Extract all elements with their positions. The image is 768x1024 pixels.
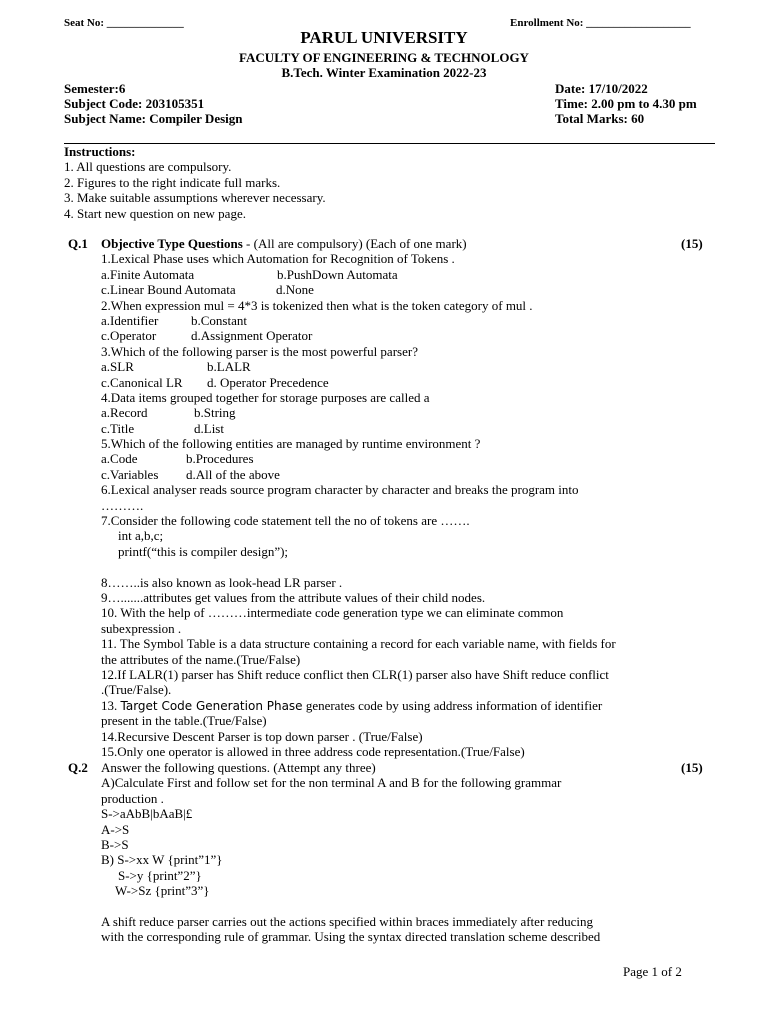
q13-rest: generates code by using address information of identifier bbox=[302, 697, 603, 713]
exam-title: B.Tech. Winter Examination 2022-23 bbox=[281, 65, 487, 80]
question-line: 2.When expression mul = 4*3 is tokenized then what is the token category of mul . bbox=[101, 297, 533, 313]
question-line: 14.Recursive Descent Parser is top down parser . (True/False) bbox=[101, 728, 423, 744]
exam-date: Date: 17/10/2022 bbox=[555, 81, 648, 96]
options-line bbox=[101, 359, 616, 374]
question-line: A)Calculate First and follow set for the non terminal A and B for the following grammar bbox=[101, 775, 562, 791]
question-line: 15.Only one operator is allowed in three address code representation.(True/False) bbox=[101, 743, 525, 759]
question-line: production . bbox=[101, 790, 164, 806]
options-line bbox=[101, 405, 616, 420]
question-line: 9….......attributes get values from the attribute values of their child nodes. bbox=[101, 589, 486, 605]
q13-prefix: 13. bbox=[101, 697, 121, 713]
q2-heading: Answer the following questions. (Attempt any three) bbox=[101, 760, 376, 775]
question-line: 8……..is also known as look-head LR parser . bbox=[101, 574, 343, 590]
question-line: .(True/False). bbox=[101, 682, 172, 698]
enrollment-number-label: Enrollment No: ___________________ bbox=[510, 17, 691, 29]
option: b.LALR bbox=[207, 359, 251, 375]
option: a.Finite Automata bbox=[101, 266, 195, 282]
question-line bbox=[101, 698, 616, 713]
question-line: subexpression . bbox=[101, 620, 182, 636]
question-line: ………. bbox=[101, 497, 144, 513]
q1-marks: (15) bbox=[681, 236, 703, 251]
q1-heading: Objective Type Questions bbox=[101, 236, 243, 251]
q1-heading-line bbox=[101, 236, 616, 251]
options-line bbox=[101, 313, 616, 328]
blank-line bbox=[101, 559, 616, 574]
question-line: 7.Consider the following code statement tell the no of tokens are ……. bbox=[101, 513, 470, 529]
instruction-item: 3. Make suitable assumptions wherever necessary. bbox=[64, 190, 326, 206]
option: c.Title bbox=[101, 420, 135, 436]
option: c.Canonical LR bbox=[101, 374, 183, 390]
options-line bbox=[101, 375, 616, 390]
grammar-line: S->aAbB|bAaB|£ bbox=[101, 806, 193, 822]
q2-marks: (15) bbox=[681, 760, 703, 775]
option: b.Procedures bbox=[186, 451, 254, 467]
q2-number: Q.2 bbox=[68, 760, 88, 775]
q13-term: Target Code Generation Phase bbox=[120, 698, 303, 713]
page-number: Page 1 of 2 bbox=[623, 964, 682, 979]
grammar-line: W->Sz {print”3”} bbox=[115, 883, 210, 899]
code-line: printf(“this is compiler design”); bbox=[118, 543, 289, 559]
options-line bbox=[101, 328, 616, 343]
exam-time: Time: 2.00 pm to 4.30 pm bbox=[555, 96, 697, 111]
semester: Semester:6 bbox=[64, 81, 126, 96]
instructions bbox=[64, 144, 326, 221]
question-line: 6.Lexical analyser reads source program character by character and breaks the program into bbox=[101, 482, 579, 498]
q2-body bbox=[101, 760, 600, 945]
option: a.Record bbox=[101, 405, 148, 421]
paragraph-line: with the corresponding rule of grammar. Using the syntax directed translation scheme described bbox=[101, 929, 601, 945]
instructions-title: Instructions: bbox=[64, 144, 136, 159]
option: a.SLR bbox=[101, 359, 134, 375]
subject-name: Subject Name: Compiler Design bbox=[64, 111, 243, 126]
grammar-line: B->S bbox=[101, 836, 129, 852]
option: d.Assignment Operator bbox=[191, 328, 313, 344]
question-line: 5.Which of the following entities are managed by runtime environment ? bbox=[101, 436, 481, 452]
option: b.PushDown Automata bbox=[277, 266, 398, 282]
grammar-line: S->y {print”2”} bbox=[118, 867, 202, 883]
options-line bbox=[101, 467, 616, 482]
instruction-item: 4. Start new question on new page. bbox=[64, 205, 246, 221]
question-line: 3.Which of the following parser is the most powerful parser? bbox=[101, 343, 418, 359]
q1-heading-note: - (All are compulsory) (Each of one mark) bbox=[242, 236, 467, 251]
seat-number-label: Seat No: ______________ bbox=[64, 17, 184, 29]
option: c.Variables bbox=[101, 466, 159, 482]
option: d.List bbox=[194, 420, 224, 436]
grammar-line: A->S bbox=[101, 821, 130, 837]
option: b.Constant bbox=[191, 312, 247, 328]
options-line bbox=[101, 451, 616, 466]
option: a.Identifier bbox=[101, 312, 159, 328]
options-line bbox=[101, 282, 616, 297]
faculty-name: FACULTY OF ENGINEERING & TECHNOLOGY bbox=[239, 50, 529, 65]
code-line: int a,b,c; bbox=[118, 528, 164, 544]
option: c.Operator bbox=[101, 328, 157, 344]
instruction-item: 2. Figures to the right indicate full marks. bbox=[64, 174, 281, 190]
option: d. Operator Precedence bbox=[207, 374, 329, 390]
option: a.Code bbox=[101, 451, 138, 467]
question-line: present in the table.(True/False) bbox=[101, 713, 267, 729]
total-marks: Total Marks: 60 bbox=[555, 111, 645, 126]
options-line bbox=[101, 421, 616, 436]
university-name: PARUL UNIVERSITY bbox=[300, 28, 468, 47]
paragraph-line: A shift reduce parser carries out the actions specified within braces immediately after reducing bbox=[101, 913, 594, 929]
question-line: 12.If LALR(1) parser has Shift reduce conflict then CLR(1) parser also have Shift reduce conflict bbox=[101, 666, 609, 682]
option: d.None bbox=[276, 282, 314, 298]
question-line: 10. With the help of ………intermediate code generation type we can eliminate common bbox=[101, 605, 564, 621]
question-line: 4.Data items grouped together for storage purposes are called a bbox=[101, 389, 430, 405]
grammar-line: B) S->xx W {print”1”} bbox=[101, 852, 223, 868]
question-line: 11. The Symbol Table is a data structure containing a record for each variable name, with fields for bbox=[101, 636, 616, 652]
instruction-item: 1. All questions are compulsory. bbox=[64, 159, 232, 175]
blank-line bbox=[101, 899, 600, 914]
option: d.All of the above bbox=[186, 466, 280, 482]
subject-code: Subject Code: 203105351 bbox=[64, 96, 205, 111]
options-line bbox=[101, 267, 616, 282]
option: c.Linear Bound Automata bbox=[101, 282, 236, 298]
question-line: 1.Lexical Phase uses which Automation for Recognition of Tokens . bbox=[101, 251, 455, 267]
option: b.String bbox=[194, 405, 236, 421]
q1-number: Q.1 bbox=[68, 236, 88, 251]
question-line: the attributes of the name.(True/False) bbox=[101, 651, 301, 667]
q1-body bbox=[101, 236, 616, 759]
